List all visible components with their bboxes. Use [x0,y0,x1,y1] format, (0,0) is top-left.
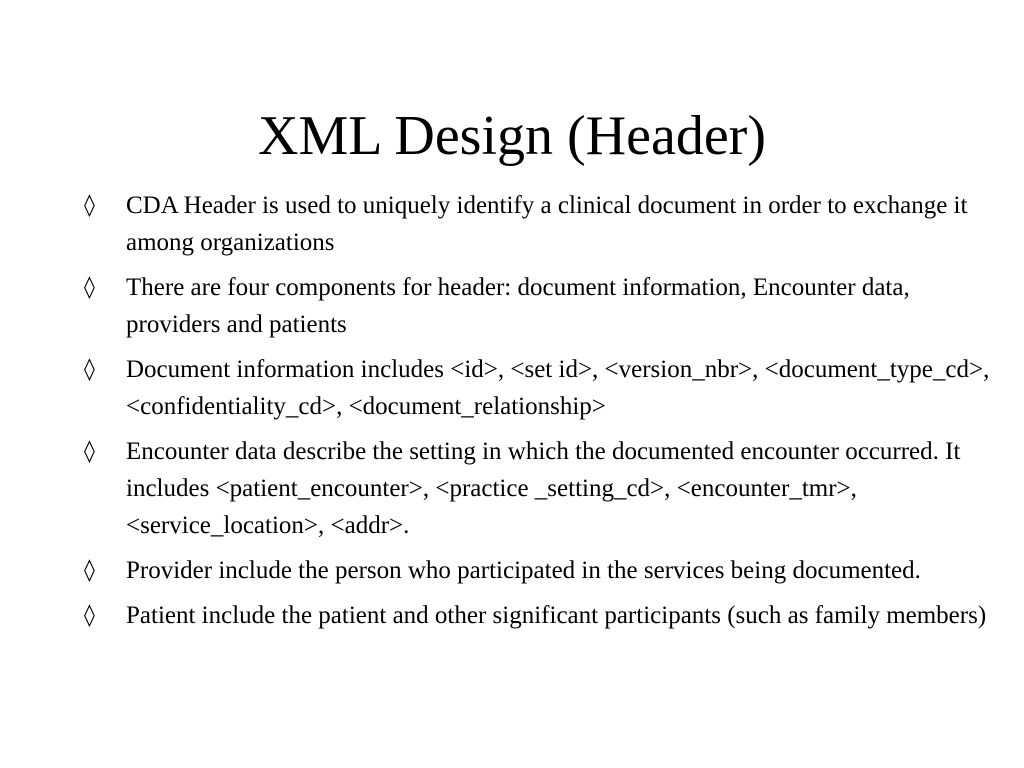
diamond-bullet-icon: ◊ [84,193,95,218]
bullet-item-provider [84,552,994,589]
slide-title: XML Design (Header) [258,105,766,167]
bullet-text: Provider include the person who participated in the services being documented. [126,557,921,584]
bullet-list [84,187,994,642]
diamond-bullet-icon: ◊ [84,275,95,300]
bullet-item-patient [84,597,994,634]
diamond-bullet-icon: ◊ [84,357,95,382]
diamond-bullet-icon: ◊ [84,603,95,628]
bullet-text: CDA Header is used to uniquely identify a clinical document in order to exchange it among organizations [126,192,968,256]
diamond-bullet-icon: ◊ [84,558,95,583]
bullet-text: There are four components for header: document information, Encounter data, providers and patients [126,274,910,338]
bullet-text: Document information includes <id>, <set id>, <version_nbr>, <document_type_cd>, <confidentiality_cd>, <document_relationship> [126,356,990,420]
bullet-item-document-information [84,351,994,425]
bullet-item-cda-header [84,187,994,261]
bullet-item-components [84,269,994,343]
bullet-item-encounter-data [84,433,994,544]
diamond-bullet-icon: ◊ [84,439,95,464]
bullet-text: Encounter data describe the setting in which the documented encounter occurred. It includes <patient_encounter>, <practice _setting_cd>, <encounter_tmr>, <service_location>, <addr>. [126,438,961,539]
bullet-text: Patient include the patient and other significant participants (such as family members) [126,602,987,629]
